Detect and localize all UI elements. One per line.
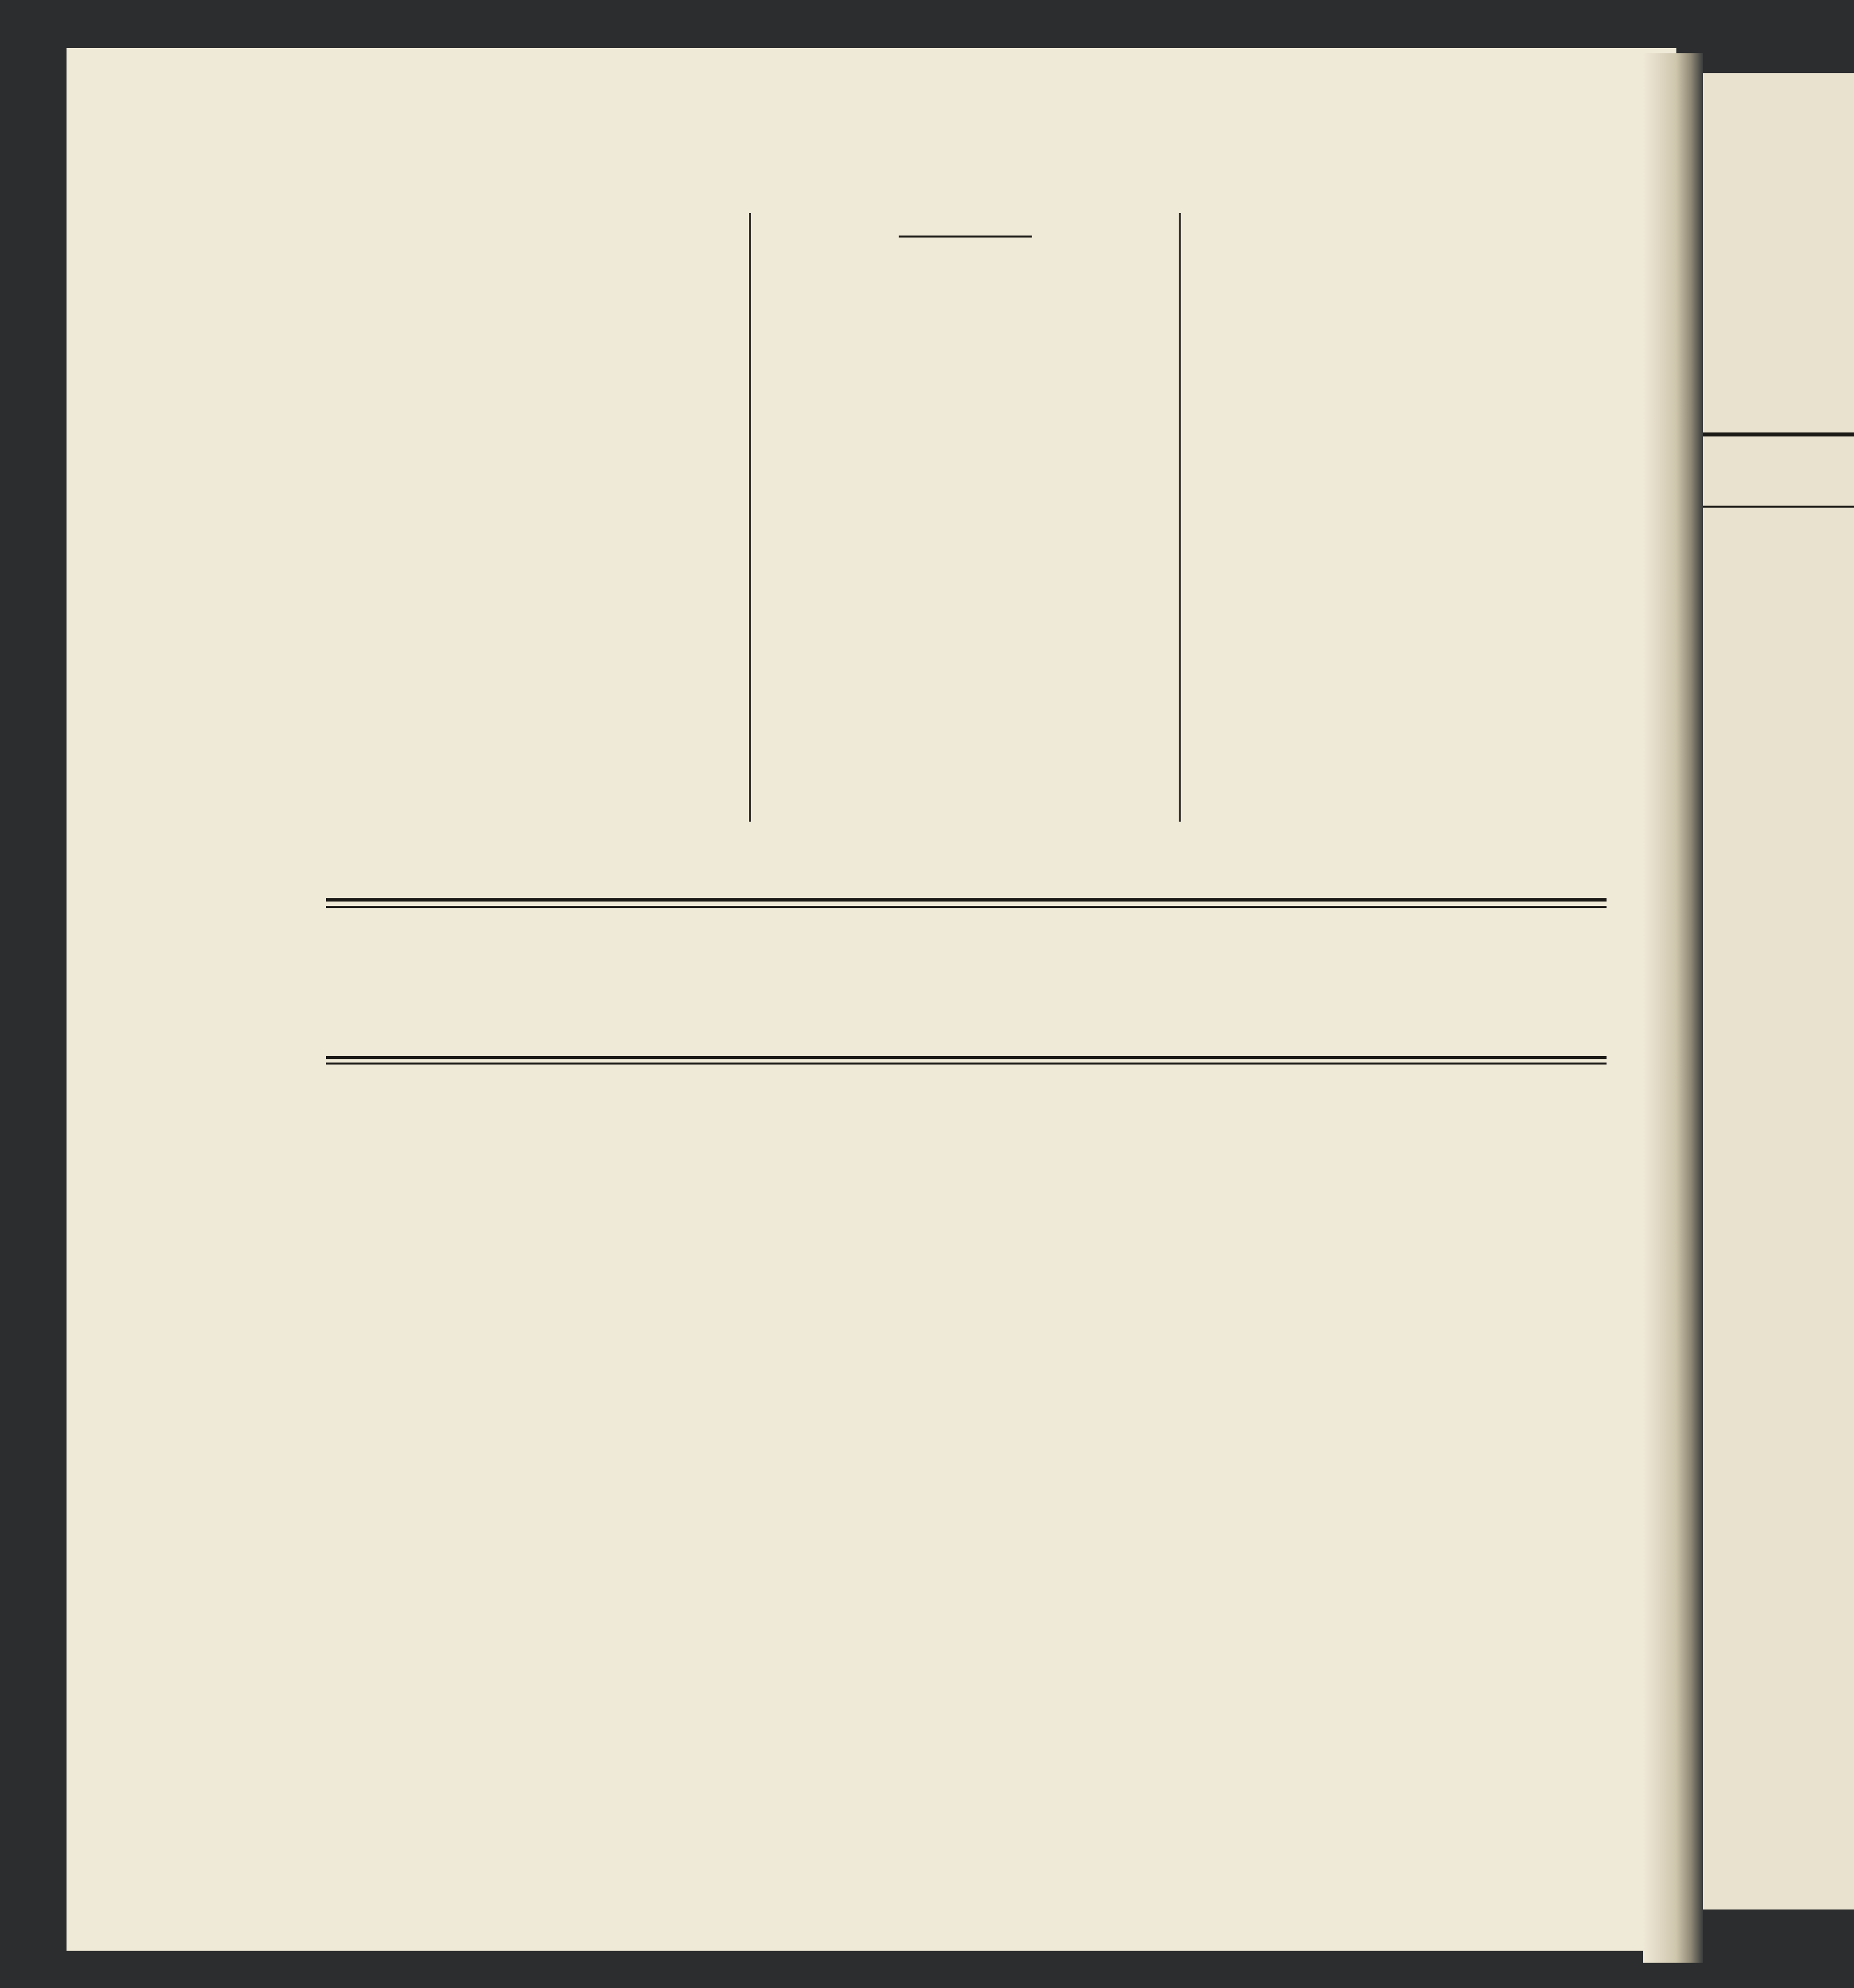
- table-header-rule: [326, 1056, 1607, 1059]
- column-divider: [1179, 213, 1181, 822]
- right-page-rule: [1703, 506, 1854, 508]
- left-page: [67, 48, 1676, 1951]
- header-gattung: [326, 938, 565, 958]
- table-top-rule: [326, 906, 1607, 908]
- book-spine: [1643, 53, 1703, 1963]
- table-top-rule: [326, 898, 1607, 902]
- column-divider: [749, 213, 751, 822]
- table-header-rule: [326, 1063, 1607, 1065]
- text-column-2: [755, 213, 1175, 252]
- right-page-fragment: [1703, 73, 1854, 1909]
- section-rule: [899, 236, 1032, 238]
- right-page-rule: [1703, 432, 1854, 436]
